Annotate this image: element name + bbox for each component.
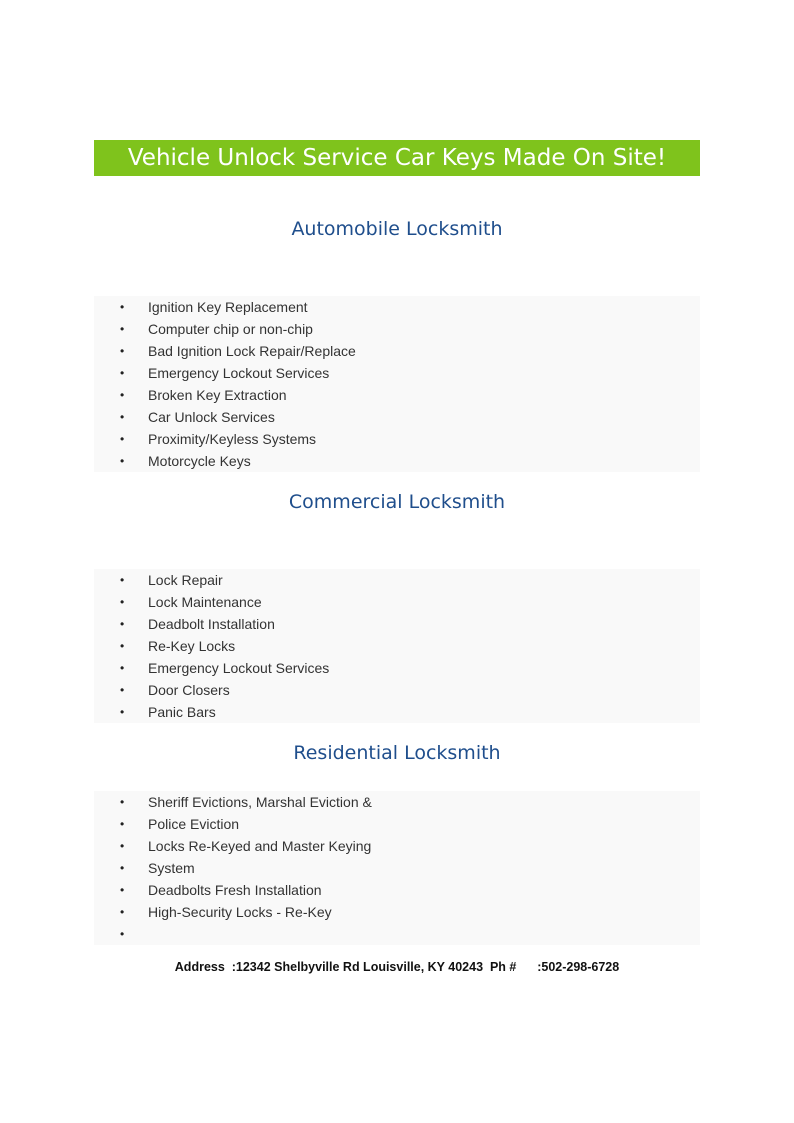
list-item: • High-Security Locks - Re-Key (94, 901, 700, 923)
list-item: • Re-Key Locks (94, 635, 700, 657)
list-item: • Sheriff Evictions, Marshal Eviction & (94, 791, 700, 813)
bullet-icon: • (120, 795, 125, 809)
list-item: • Locks Re-Keyed and Master Keying (94, 835, 700, 857)
bullet-icon: • (120, 639, 125, 653)
list-item (94, 923, 700, 945)
bullet-icon: • (120, 883, 125, 897)
list-item: • Emergency Lockout Services (94, 362, 700, 384)
list-item: • System (94, 857, 700, 879)
list-item: • Lock Repair (94, 569, 700, 591)
bullet-icon: • (120, 817, 125, 831)
list-item: • Proximity/Keyless Systems (94, 428, 700, 450)
commercial-services-list (94, 569, 700, 723)
bullet-icon: • (120, 683, 125, 697)
list-item: • Police Eviction (94, 813, 700, 835)
automobile-services-list (94, 296, 700, 472)
list-item: • Computer chip or non-chip (94, 318, 700, 340)
list-item: • Deadbolt Installation (94, 613, 700, 635)
list-item: • Ignition Key Replacement (94, 296, 700, 318)
bullet-icon: • (120, 454, 125, 468)
list-item: • Bad Ignition Lock Repair/Replace (94, 340, 700, 362)
bullet-icon: • (120, 344, 125, 358)
list-item: • Door Closers (94, 679, 700, 701)
bullet-icon: • (120, 388, 125, 402)
list-item: • Car Unlock Services (94, 406, 700, 428)
bullet-icon: • (120, 617, 125, 631)
bullet-icon: • (120, 927, 125, 941)
list-item: • Motorcycle Keys (94, 450, 700, 472)
contact-address: Address :12342 Shelbyville Rd Louisville, KY 40243 Ph # :502-298-6728 (174, 960, 620, 974)
page-banner: Vehicle Unlock Service Car Keys Made On Site! (94, 140, 700, 176)
bullet-icon: • (120, 839, 125, 853)
bullet-icon: • (120, 661, 125, 675)
list-item: • Lock Maintenance (94, 591, 700, 613)
list-item: • Broken Key Extraction (94, 384, 700, 406)
residential-heading: Residential Locksmith (293, 742, 501, 764)
list-item: • Deadbolts Fresh Installation (94, 879, 700, 901)
bullet-icon: • (120, 905, 125, 919)
bullet-icon: • (120, 322, 125, 336)
bullet-icon: • (120, 366, 125, 380)
bullet-icon: • (120, 705, 125, 719)
bullet-icon: • (120, 595, 125, 609)
bullet-icon: • (120, 861, 125, 875)
list-item: • Panic Bars (94, 701, 700, 723)
bullet-icon: • (120, 432, 125, 446)
bullet-icon: • (120, 410, 125, 424)
commercial-heading: Commercial Locksmith (288, 491, 506, 513)
bullet-icon: • (120, 300, 125, 314)
automobile-heading: Automobile Locksmith (291, 218, 503, 240)
residential-services-list (94, 791, 700, 945)
bullet-icon: • (120, 573, 125, 587)
list-item: • Emergency Lockout Services (94, 657, 700, 679)
